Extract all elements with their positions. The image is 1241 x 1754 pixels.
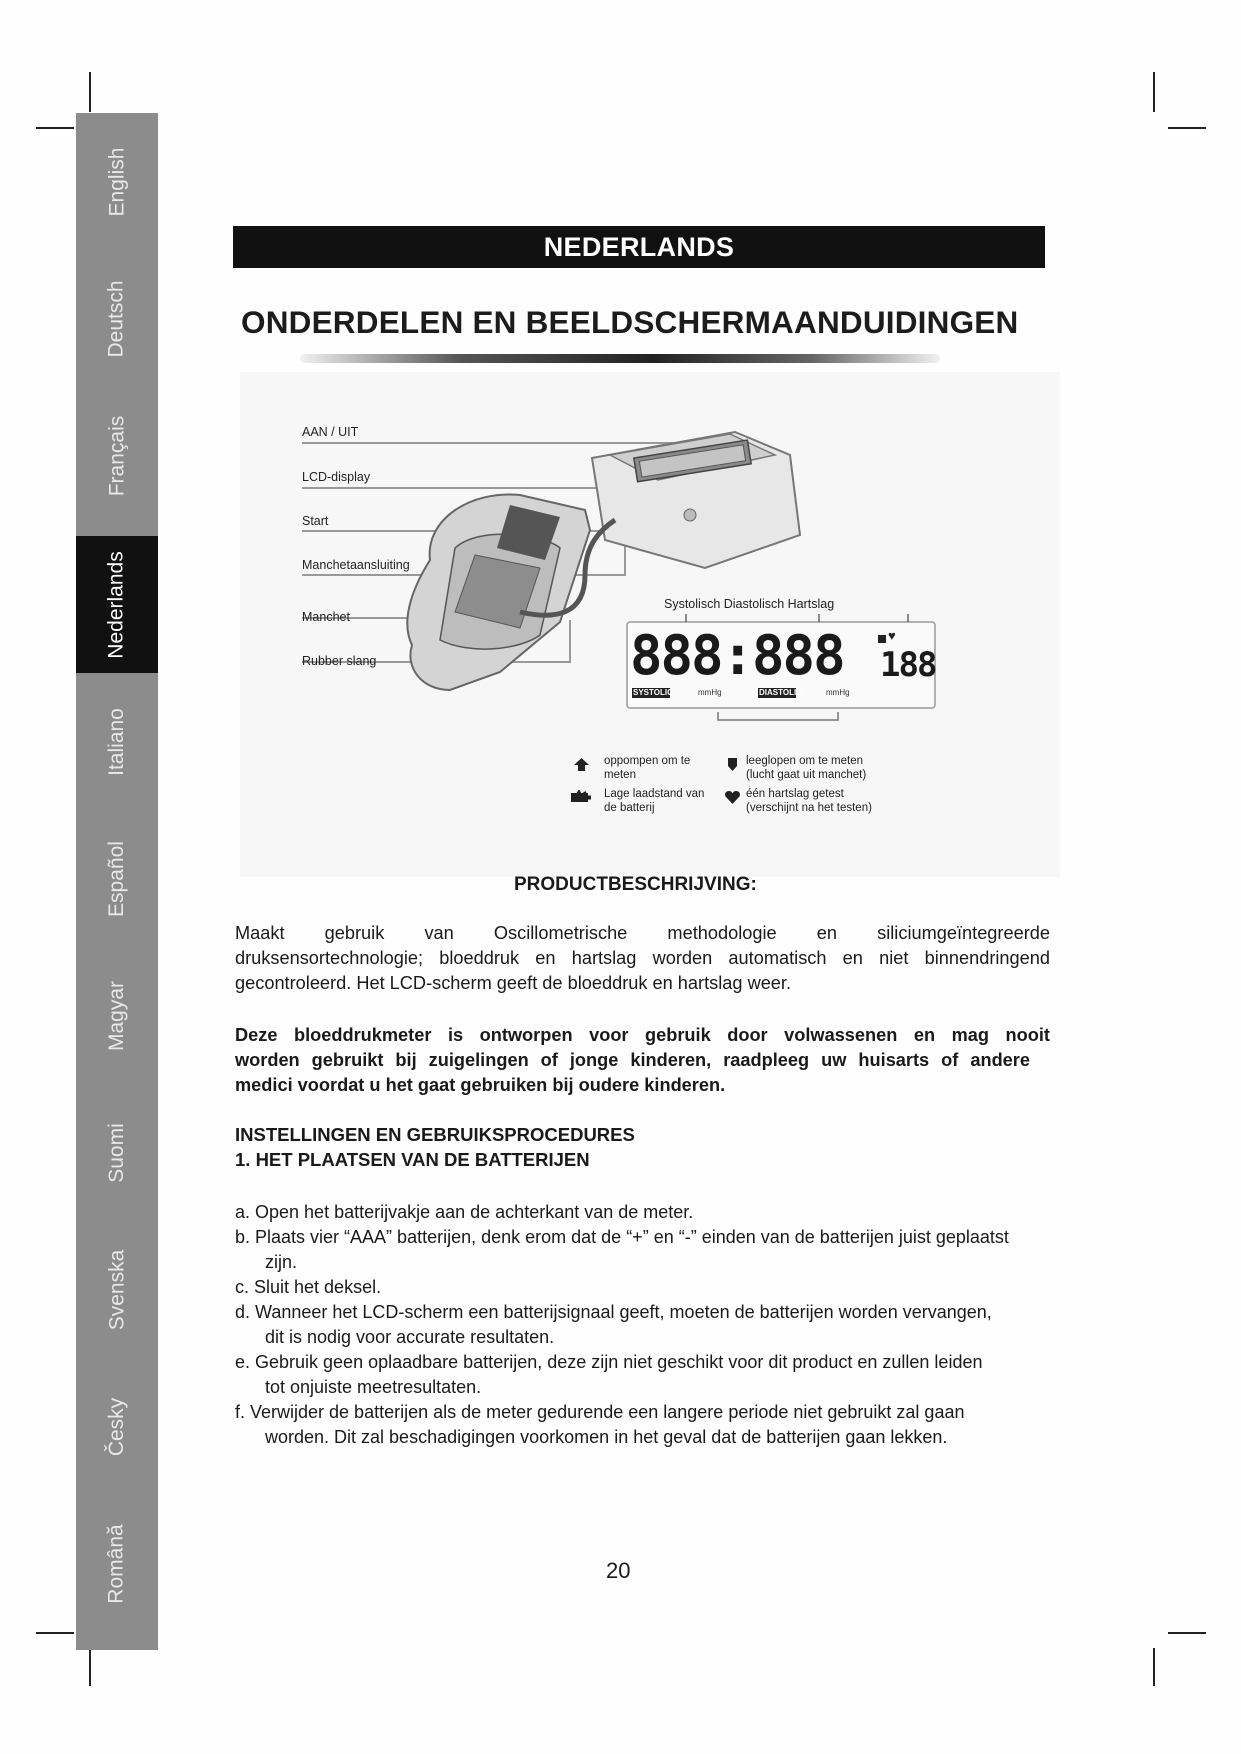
instructions-heading: INSTELLINGEN EN GEBRUIKSPROCEDURES [235, 1124, 635, 1145]
warning-line: Deze bloeddrukmeter is ontworpen voor gebruik door volwassenen en mag nooit [235, 1025, 1050, 1045]
callout-lcd-display: LCD-display [302, 470, 371, 484]
lcd-label-mmhg: mmHg [698, 688, 722, 697]
callout-on-off: AAN / UIT [302, 425, 359, 439]
lang-tab-espanol[interactable]: Español [104, 840, 128, 917]
crop-mark [89, 1648, 91, 1686]
list-item: d. Wanneer het LCD-scherm een batterijsignaal geeft, moeten de batterijen worden vervangen, dit is nodig voor accurate resultaten. [235, 1302, 992, 1347]
crop-mark [1168, 1632, 1206, 1634]
legend-deflate: leeglopen om te meten (lucht gaat uit manchet) [746, 755, 867, 781]
crop-mark [1153, 1648, 1155, 1686]
legend-heartbeat: één hartslag getest (verschijnt na het testen) [746, 788, 872, 814]
deflate-icon [725, 758, 740, 771]
list-item: b. Plaats vier “AAA” batterijen, denk erom dat de “+” en “-” einden van de batterijen juist geplaatst zijn. [235, 1227, 1009, 1272]
list-item: e. Gebruik geen oplaadbare batterijen, deze zijn niet geschikt voor dit product en zullen leiden tot onjuiste meetresultaten. [235, 1352, 983, 1397]
lang-tab-romana[interactable]: Română [104, 1523, 128, 1604]
lcd-label-diastolic: DIASTOLIC [759, 688, 802, 697]
legend-low-battery: Lage laadstand van de batterij [604, 788, 705, 814]
list-item: c. Sluit het deksel. [235, 1277, 382, 1297]
lcd-label-mmhg-2: mmHg [826, 688, 850, 697]
lang-tab-francais[interactable]: Français [105, 415, 128, 496]
crop-mark [36, 1632, 74, 1634]
product-heading: PRODUCTBESCHRIJVING: [514, 874, 757, 895]
lcd-heart-icon: ♥ [888, 628, 896, 643]
callout-cuff-connector: Manchetaansluiting [302, 558, 410, 572]
lang-tab-italiano[interactable]: Italiano [105, 707, 128, 776]
lang-tab-svenska[interactable]: Svenska [104, 1249, 128, 1330]
product-para-line: druksensortechnologie; bloeddruk en hartslag worden automatisch en niet binnendringend [235, 948, 1050, 968]
callout-rubber-hose: Rubber slang [302, 654, 377, 668]
lang-tab-nederlands[interactable]: Nederlands [76, 536, 158, 673]
heart-icon [725, 791, 740, 804]
lang-tab-magyar[interactable]: Magyar [105, 980, 128, 1051]
callout-cuff: Manchet [302, 610, 350, 624]
low-battery-icon [571, 790, 591, 803]
list-item: a. Open het batterijvakje aan de achterkant van de meter. [235, 1202, 694, 1222]
lang-tab-suomi[interactable]: Suomi [105, 1122, 128, 1183]
lcd-pulse: 188 [880, 645, 936, 685]
product-para-line: Maakt gebruik van Oscillometrische methodologie en siliciumgeïntegreerde [235, 923, 1050, 943]
list-item: f. Verwijder de batterijen als de meter gedurende een langere periode niet gebruikt zal gaan worden. Dit zal beschadigingen voorkomen in het geval dat de batterijen gaan lekken. [235, 1402, 965, 1447]
lcd-digits: 888:888 [630, 624, 844, 687]
callout-start: Start [302, 514, 329, 528]
battery-subheading: 1. HET PLAATSEN VAN DE BATTERIJEN [235, 1149, 590, 1170]
inflate-icon [574, 758, 589, 771]
lang-tab-english[interactable]: English [104, 147, 128, 216]
warning-line: medici voordat u het gaat gebruiken bij oudere kinderen. [235, 1075, 726, 1095]
banner-title: NEDERLANDS [543, 231, 735, 262]
page-title: ONDERDELEN EN BEELDSCHERMAANDUIDINGEN [241, 304, 1019, 340]
lcd-label-systolic: SYSTOLIC [633, 688, 673, 697]
lcd-header: Systolisch Diastolisch Hartslag [664, 597, 835, 611]
lang-tab-deutsch[interactable]: Deutsch [104, 279, 128, 358]
warning-line: worden gebruikt bij zuigelingen of jonge kinderen, raadpleeg uw huisarts of andere [235, 1050, 1030, 1070]
product-para-line: gecontroleerd. Het LCD-scherm geeft de bloeddruk en hartslag weer. [235, 973, 792, 993]
page-number: 20 [606, 1558, 631, 1583]
legend-inflate: oppompen om te meten [604, 755, 691, 781]
lang-tab-cesky[interactable]: Česky [104, 1397, 128, 1456]
